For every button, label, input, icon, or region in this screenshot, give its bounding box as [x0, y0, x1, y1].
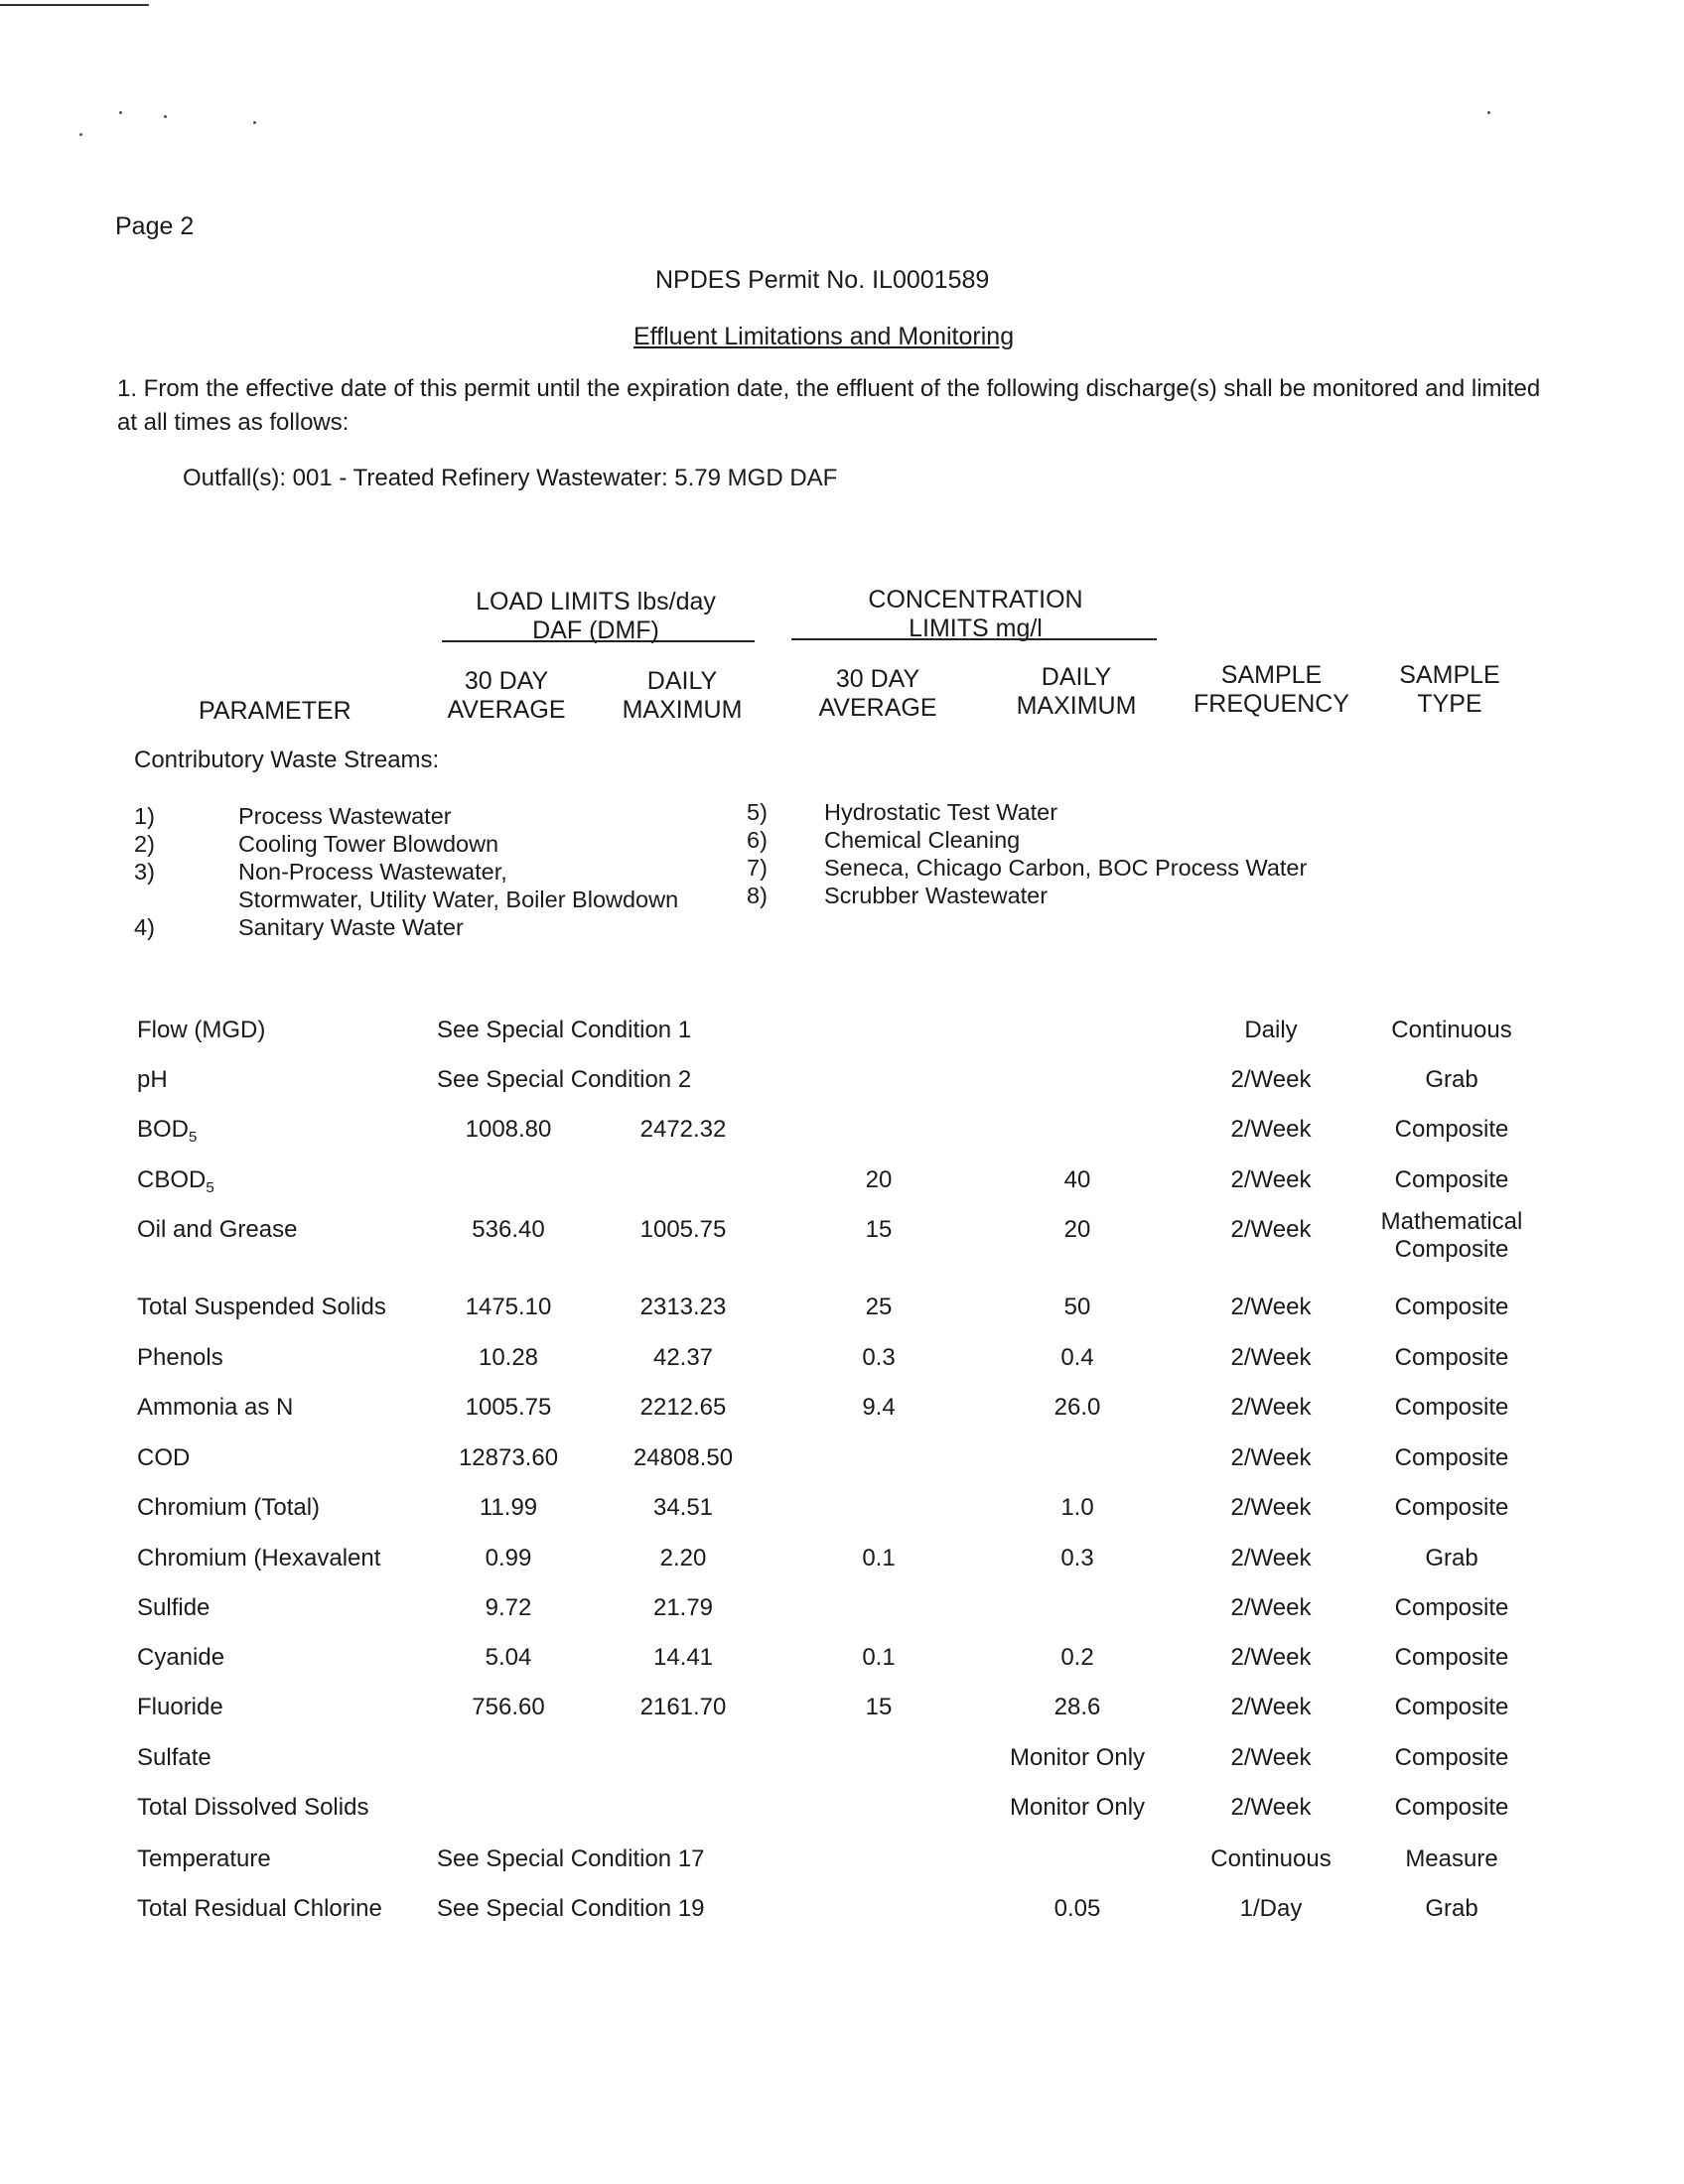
cell-load30: 0.99: [485, 1545, 532, 1571]
cell-param: Temperature: [137, 1845, 271, 1872]
table-row: [0, 1895, 1684, 1935]
cell-freq: 2/Week: [1230, 1444, 1312, 1471]
cell-type: Composite: [1394, 1394, 1509, 1421]
scan-speck: [164, 115, 167, 118]
col-header-sample-frequency: SAMPLE FREQUENCY: [1193, 661, 1349, 718]
cell-param: Total Dissolved Solids: [137, 1794, 369, 1821]
table-row: [0, 1066, 1684, 1106]
cell-load30: 536.40: [472, 1216, 545, 1243]
table-row: [0, 1694, 1684, 1733]
cell-freq: 2/Week: [1230, 1166, 1312, 1193]
table-row: [0, 1494, 1684, 1534]
table-row: [0, 1166, 1684, 1206]
cell-type: Composite: [1394, 1744, 1509, 1771]
table-row: [0, 1017, 1684, 1056]
scan-speck: [253, 121, 256, 124]
table-row: [0, 1594, 1684, 1634]
cell-conc30: 15: [865, 1694, 893, 1720]
cell-freq: 2/Week: [1230, 1394, 1312, 1421]
cell-param: Cyanide: [137, 1644, 225, 1671]
cell-loadmax: 2472.32: [639, 1116, 727, 1143]
cell-special: See Special Condition 17: [437, 1845, 705, 1872]
cell-concmax: 28.6: [1053, 1694, 1101, 1720]
cell-load30: 5.04: [485, 1644, 532, 1671]
cell-load30: 9.72: [485, 1594, 532, 1621]
cell-loadmax: 21.79: [652, 1594, 714, 1621]
cell-freq: 1/Day: [1239, 1895, 1303, 1922]
cell-param: Sulfide: [137, 1594, 210, 1621]
cell-type: Grab: [1425, 1545, 1478, 1571]
col-header-load-30day: 30 DAY AVERAGE: [447, 667, 566, 724]
col-header-conc-daily: DAILY MAXIMUM: [1016, 663, 1137, 720]
cell-loadmax: 34.51: [652, 1494, 714, 1521]
cell-concmax: Monitor Only: [1009, 1744, 1146, 1771]
cell-param: Chromium (Total): [137, 1494, 321, 1521]
cell-type: Composite: [1394, 1594, 1509, 1621]
cell-freq: 2/Week: [1230, 1644, 1312, 1671]
cell-load30: 756.60: [472, 1694, 545, 1720]
cell-conc30: 0.1: [862, 1644, 896, 1671]
cell-freq: 2/Week: [1230, 1545, 1312, 1571]
cell-freq: Daily: [1244, 1017, 1298, 1043]
cell-concmax: 0.2: [1060, 1644, 1094, 1671]
cell-freq: 2/Week: [1230, 1294, 1312, 1320]
cell-param: Total Residual Chlorine: [137, 1895, 382, 1922]
cell-freq: Continuous: [1210, 1845, 1332, 1872]
cell-special: See Special Condition 2: [437, 1066, 692, 1093]
cell-type: Grab: [1425, 1895, 1478, 1922]
cell-param: COD: [137, 1444, 191, 1471]
cell-param: Phenols: [137, 1344, 223, 1371]
cell-freq: 2/Week: [1230, 1344, 1312, 1371]
cell-load30: 11.99: [479, 1494, 538, 1521]
cell-freq: 2/Week: [1230, 1066, 1312, 1093]
cell-load30: 1005.75: [465, 1394, 552, 1421]
cell-conc30: 0.1: [862, 1545, 896, 1571]
table-row: [0, 1444, 1684, 1484]
cell-type-line2: Composite: [1394, 1236, 1509, 1263]
cell-freq: 2/Week: [1230, 1116, 1312, 1143]
cell-param: Ammonia as N: [137, 1394, 294, 1421]
col-header-sample-type: SAMPLE TYPE: [1399, 661, 1500, 718]
cell-type: Composite: [1394, 1694, 1509, 1720]
cell-type: Continuous: [1391, 1017, 1512, 1043]
cell-loadmax: 14.41: [652, 1644, 714, 1671]
concentration-rule: [791, 638, 1157, 640]
cell-concmax: 50: [1063, 1294, 1091, 1320]
cell-type: Composite: [1394, 1116, 1509, 1143]
cell-param: Oil and Grease: [137, 1216, 298, 1243]
cell-conc30: 15: [865, 1216, 893, 1243]
cell-freq: 2/Week: [1230, 1694, 1312, 1720]
cell-load30: 10.28: [478, 1344, 539, 1371]
subscript: 5: [189, 1129, 198, 1146]
cell-conc30: 0.3: [862, 1344, 896, 1371]
load-limits-header: LOAD LIMITS lbs/day DAF (DMF): [476, 588, 716, 644]
cell-param: $CBOD_5$: [137, 1166, 214, 1196]
cell-type: Composite: [1394, 1166, 1509, 1193]
table-row: [0, 1116, 1684, 1156]
permit-number: NPDES Permit No. IL0001589: [655, 266, 990, 294]
cell-loadmax: 2161.70: [639, 1694, 727, 1720]
cell-freq: 2/Week: [1230, 1794, 1312, 1821]
concentration-header: CONCENTRATION LIMITS mg/l: [868, 586, 1083, 642]
cell-param: Flow (MGD): [137, 1017, 266, 1043]
cell-type: Composite: [1394, 1494, 1509, 1521]
cell-concmax: 20: [1063, 1216, 1091, 1243]
cell-concmax: 0.4: [1060, 1344, 1094, 1371]
cell-loadmax: 2.20: [659, 1545, 707, 1571]
cell-param: Chromium (Hexavalent: [137, 1545, 381, 1571]
table-row: [0, 1545, 1684, 1584]
cell-concmax: 0.05: [1053, 1895, 1101, 1922]
cell-concmax: 0.3: [1060, 1545, 1094, 1571]
table-row: [0, 1294, 1684, 1333]
cell-concmax: 1.0: [1060, 1494, 1094, 1521]
table-row: [0, 1744, 1684, 1784]
section-title: Effluent Limitations and Monitoring: [633, 323, 1015, 350]
cell-loadmax: 2313.23: [639, 1294, 727, 1320]
table-row: [0, 1344, 1684, 1384]
cell-param: $BOD_5$: [137, 1116, 198, 1146]
cell-loadmax: 2212.65: [639, 1394, 727, 1421]
cell-load30: 1475.10: [465, 1294, 552, 1320]
cell-special: See Special Condition 1: [437, 1017, 692, 1043]
cell-type: Composite: [1394, 1644, 1509, 1671]
col-header-parameter: PARAMETER: [199, 697, 351, 725]
cell-conc30: 20: [865, 1166, 893, 1193]
cell-freq: 2/Week: [1230, 1216, 1312, 1243]
col-header-conc-30day: 30 DAY AVERAGE: [818, 665, 937, 722]
cell-concmax: 26.0: [1053, 1394, 1101, 1421]
table-row: [0, 1644, 1684, 1684]
cell-special: See Special Condition 19: [437, 1895, 705, 1922]
cell-param: Total Suspended Solids: [137, 1294, 386, 1320]
cell-type: Composite: [1394, 1344, 1509, 1371]
cell-type: Composite: [1394, 1294, 1509, 1320]
cell-type: Composite: [1394, 1794, 1509, 1821]
cell-type: Measure: [1405, 1845, 1498, 1872]
cell-load30: 1008.80: [465, 1116, 552, 1143]
cell-type: Grab: [1425, 1066, 1478, 1093]
table-row: [0, 1845, 1684, 1885]
cell-concmax: 40: [1063, 1166, 1091, 1193]
cell-conc30: 9.4: [862, 1394, 896, 1421]
waste-streams-title: Contributory Waste Streams:: [134, 747, 440, 773]
scan-edge-line: [0, 4, 149, 6]
page-number: Page 2: [115, 212, 195, 240]
cell-param: Sulfate: [137, 1744, 211, 1771]
intro-line-1: 1. From the effective date of this permit until the expiration date, the effluent of the following discharge(s) shall be monitored and limited: [117, 375, 1541, 402]
cell-param: pH: [137, 1066, 168, 1093]
load-limits-rule: [442, 640, 755, 642]
table-row: [0, 1394, 1684, 1433]
cell-concmax: Monitor Only: [1009, 1794, 1146, 1821]
cell-type: Mathematical Composite: [1380, 1208, 1523, 1263]
cell-type: Composite: [1394, 1444, 1509, 1471]
cell-freq: 2/Week: [1230, 1494, 1312, 1521]
outfall-line: Outfall(s): 001 - Treated Refinery Wastewater: 5.79 MGD DAF: [183, 465, 838, 491]
col-header-load-daily: DAILY MAXIMUM: [622, 667, 743, 724]
table-row: [0, 1794, 1684, 1834]
cell-loadmax: 1005.75: [639, 1216, 727, 1243]
scan-speck: [119, 111, 122, 114]
cell-freq: 2/Week: [1230, 1594, 1312, 1621]
table-row: [0, 1208, 1684, 1263]
cell-param: Fluoride: [137, 1694, 223, 1720]
cell-conc30: 25: [865, 1294, 893, 1320]
scan-speck: [79, 133, 82, 136]
scan-speck: [1487, 111, 1490, 114]
cell-loadmax: 42.37: [652, 1344, 714, 1371]
cell-load30: 12873.60: [458, 1444, 559, 1471]
subscript: 5: [206, 1179, 214, 1196]
cell-loadmax: 24808.50: [632, 1444, 734, 1471]
intro-line-2: at all times as follows:: [117, 409, 350, 436]
cell-freq: 2/Week: [1230, 1744, 1312, 1771]
